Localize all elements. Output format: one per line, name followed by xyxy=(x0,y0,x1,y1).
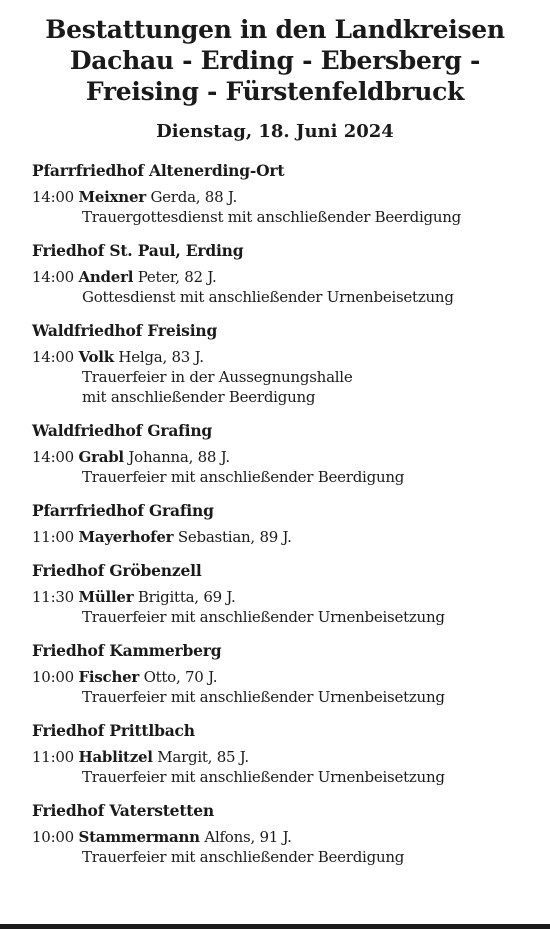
cemetery-name: Friedhof St. Paul, Erding xyxy=(32,241,244,260)
deceased-details: Peter, 82 J. xyxy=(137,268,217,286)
cemetery-section xyxy=(32,160,532,227)
cemetery-section xyxy=(32,640,532,707)
deceased-surname: Müller xyxy=(78,588,134,606)
deceased-details: Sebastian, 89 J. xyxy=(177,528,292,546)
deceased-details: Helga, 83 J. xyxy=(118,348,204,366)
page-title xyxy=(0,14,550,107)
ceremony-note: Trauergottesdienst mit anschließender Beerdigung xyxy=(82,208,462,226)
funeral-entry xyxy=(32,447,532,467)
deceased-surname: Grabl xyxy=(78,448,124,466)
cemetery-name: Friedhof Prittlbach xyxy=(32,721,195,740)
deceased-surname: Stammermann xyxy=(78,828,200,846)
funeral-time: 10:00 xyxy=(32,668,74,686)
funeral-time: 14:00 xyxy=(32,188,74,206)
cemetery-section xyxy=(32,420,532,487)
funeral-entry xyxy=(32,667,532,687)
cemetery-section xyxy=(32,560,532,627)
cemetery-name: Waldfriedhof Freising xyxy=(32,321,218,340)
title-line: Freising - Fürstenfeldbruck xyxy=(85,77,465,106)
deceased-details: Margit, 85 J. xyxy=(157,748,249,766)
deceased-details: Brigitta, 69 J. xyxy=(137,588,236,606)
deceased-surname: Mayerhofer xyxy=(78,528,174,546)
funeral-entry xyxy=(32,267,532,287)
funeral-time: 14:00 xyxy=(32,448,74,466)
funeral-entry xyxy=(32,347,532,367)
title-line: Dachau - Erding - Ebersberg - xyxy=(69,46,481,75)
deceased-surname: Volk xyxy=(78,348,114,366)
cemetery-name: Pfarrfriedhof Altenerding-Ort xyxy=(32,161,285,180)
deceased-surname: Hablitzel xyxy=(78,748,153,766)
ceremony-note: Trauerfeier in der Aussegnungshalle xyxy=(82,368,353,386)
deceased-surname: Fischer xyxy=(78,668,140,686)
ceremony-note: Trauerfeier mit anschließender Urnenbeisetzung xyxy=(82,768,445,786)
bottom-rule xyxy=(0,924,550,929)
funeral-entry xyxy=(32,187,532,207)
funeral-time: 11:00 xyxy=(32,748,74,766)
deceased-surname: Meixner xyxy=(78,188,146,206)
funeral-entry xyxy=(32,747,532,767)
deceased-details: Otto, 70 J. xyxy=(143,668,218,686)
cemetery-name: Friedhof Vaterstetten xyxy=(32,801,214,820)
deceased-details: Gerda, 88 J. xyxy=(150,188,238,206)
cemetery-section xyxy=(32,800,532,867)
cemetery-name: Pfarrfriedhof Grafing xyxy=(32,501,214,520)
funeral-list xyxy=(32,160,532,880)
funeral-time: 11:00 xyxy=(32,528,74,546)
ceremony-note: Trauerfeier mit anschließender Urnenbeisetzung xyxy=(82,688,445,706)
cemetery-section xyxy=(32,320,532,407)
cemetery-name: Waldfriedhof Grafing xyxy=(32,421,213,440)
ceremony-note: mit anschließender Beerdigung xyxy=(82,388,316,406)
funeral-time: 14:00 xyxy=(32,268,74,286)
ceremony-note: Trauerfeier mit anschließender Beerdigung xyxy=(82,468,405,486)
cemetery-name: Friedhof Kammerberg xyxy=(32,641,222,660)
cemetery-section xyxy=(32,500,532,547)
ceremony-note: Gottesdienst mit anschließender Urnenbeisetzung xyxy=(82,288,454,306)
funeral-time: 11:30 xyxy=(32,588,74,606)
funeral-time: 14:00 xyxy=(32,348,74,366)
cemetery-section xyxy=(32,240,532,307)
funeral-time: 10:00 xyxy=(32,828,74,846)
funeral-entry xyxy=(32,827,532,847)
funeral-entry xyxy=(32,527,532,547)
cemetery-name: Friedhof Gröbenzell xyxy=(32,561,202,580)
deceased-details: Alfons, 91 J. xyxy=(204,828,292,846)
funeral-entry xyxy=(32,587,532,607)
deceased-surname: Anderl xyxy=(78,268,134,286)
notice-date: Dienstag, 18. Juni 2024 xyxy=(156,121,394,142)
ceremony-note: Trauerfeier mit anschließender Beerdigung xyxy=(82,848,405,866)
cemetery-section xyxy=(32,720,532,787)
title-line: Bestattungen in den Landkreisen xyxy=(45,15,505,44)
ceremony-note: Trauerfeier mit anschließender Urnenbeisetzung xyxy=(82,608,445,626)
deceased-details: Johanna, 88 J. xyxy=(128,448,230,466)
